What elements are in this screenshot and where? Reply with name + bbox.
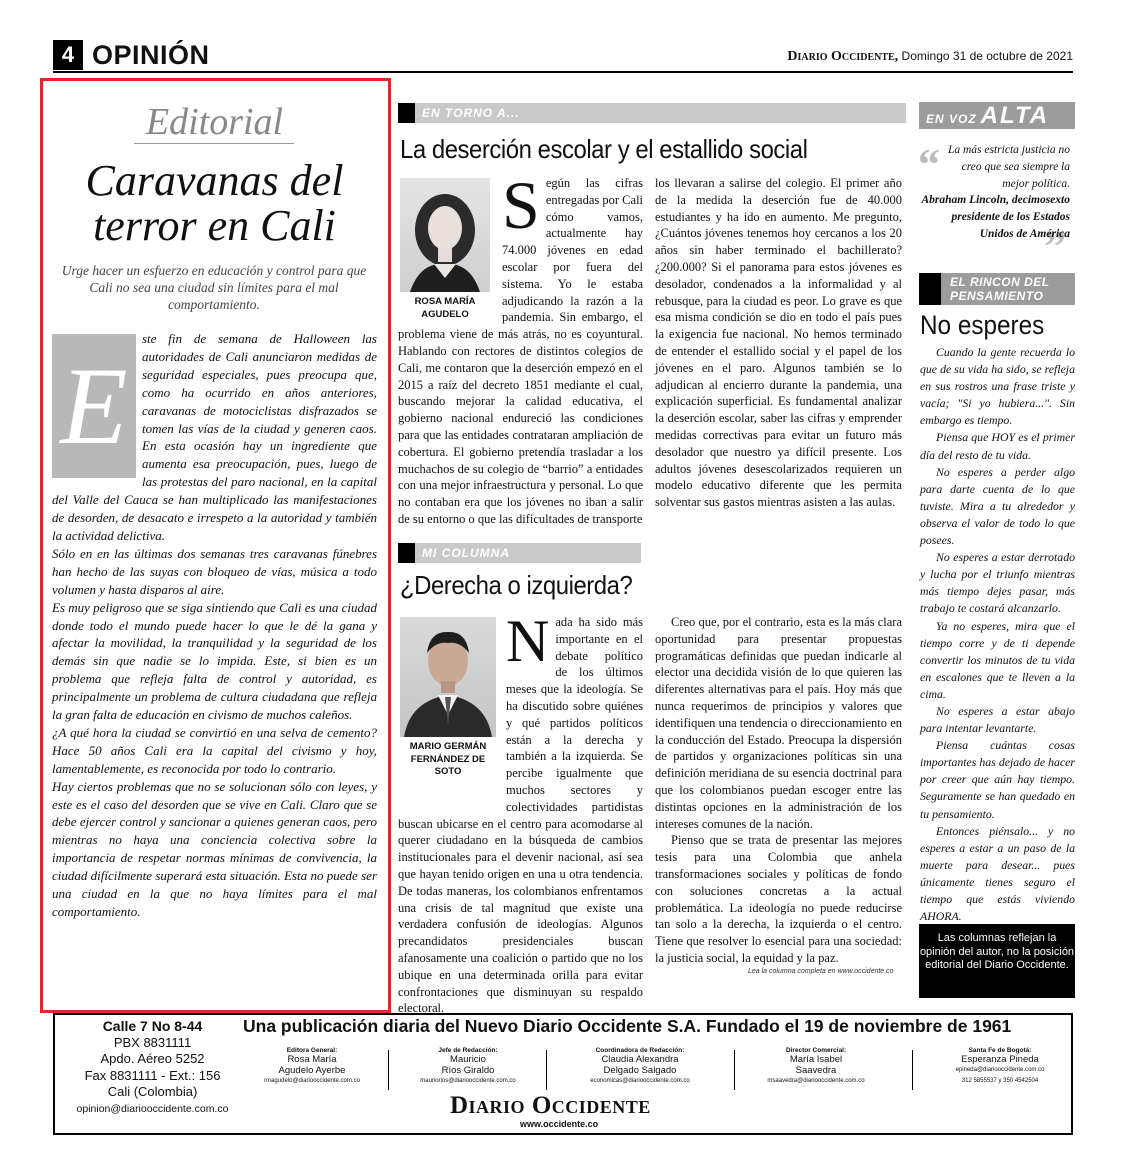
rincon-paragraph: No esperes a perder algo para darte cuenta de lo que tuviste. Mira a tu alrededor y observa el valor de todo lo que posees. (920, 464, 1075, 548)
article1-kicker-box (398, 103, 415, 123)
article2-web-note: Lea la columna completa en www.occidente.co (748, 968, 894, 975)
editorial-paragraph: Es muy peligroso que se siga sintiendo que Cali es una ciudad donde todo el mundo puede hacer lo que le dé la gana y afectar la movilidad, la tranquilidad y la seguridad de los demás sin que nadie se lo impida. Este, si bien es un problema que refleja falta de control y autoridad, es principalmente un problema de cultura ciudadana que refleja la gran falta de educación en civismo de muchos caleños. (52, 599, 377, 723)
article2-title: ¿Derecha o izquierda? (400, 570, 633, 600)
header-rule (53, 71, 1073, 73)
article1-author: ROSA MARÍA AGUDELO (414, 296, 476, 320)
editorial-paragraph: ste fin de semana de Halloween las autoridades de Cali anunciaron medidas de seguridad especiales, pues preocupa que, como ha ocurrido en años anteriores, caravanas de motociclistas disfrazados se tomen las vías de la ciudad y generen caos. En esta ocasión hay un ingrediente que aumenta esa preocupación, pues, luego de las protestas del paro nacional, en la capital del Valle del Cauca se han multiplicado las manifestaciones de desorden, de desacato e irrespeto a la autoridad y también la actividad delictiva. (52, 331, 377, 543)
footer-address (55, 1018, 250, 1117)
rincon-body (920, 344, 1075, 925)
staff-editor: Editora General: Rosa María Agudelo Ayerbe rmagudelo@diariooccidente.com.co (264, 1047, 360, 1084)
opinion-disclaimer: Las columnas reflejan la opinión del autor, no la posición editorial del Diario Occidente. (919, 924, 1075, 998)
rincon-title: No esperes (920, 310, 1045, 340)
issue-date: Domingo 31 de octubre de 2021 (901, 49, 1073, 63)
page-number: 4 (53, 40, 83, 70)
editorial-paragraph: Hay ciertos problemas que no se solucionan sólo con leyes, y este es el caso del desorden que se vive en Cali. Claro que se debe ejercer control y sancionar a quienes generan caos, pero mientras no haya una conciencia colectiva sobre la importancia de respetar normas mínimas de convivencia, la ciudad difícilmente superará esta situación. Esta no puede ser una ciudad en la que no haya límites para el mal comportamiento. (52, 778, 377, 919)
article1-title: La deserción escolar y el estallido social (400, 134, 808, 164)
masthead-date (787, 49, 1073, 65)
open-quote-icon: “ (918, 140, 940, 189)
rincon-paragraph: Piensa cuántas cosas importantes has dejado de hacer por creer que aún hay tiempo. Seguramente se han quedado en tu pensamiento. (920, 738, 1075, 821)
rincon-paragraph: No esperes a estar abajo para intentar levantarte. (920, 703, 1075, 736)
article2-kicker: MI COLUMNA (422, 546, 510, 560)
en-voz-alta-kicker: EN VOZ ALTA (926, 102, 1050, 129)
editorial-subtitle: Urge hacer un esfuerzo en educación y control para que Cali no sea una ciudad sin límites para el mal comportamiento. (61, 263, 367, 312)
editorial-kicker-rule (134, 143, 294, 144)
footer-divider (912, 1050, 913, 1090)
footer-divider (734, 1050, 735, 1090)
rincon-paragraph: Cuando la gente recuerda lo que de su vida ha sido, se refleja en sus rostros una frase triste y vacía; "Si yo hubiera...". Sin embargo es tiempo. (920, 345, 1075, 428)
editorial-paragraph: ¿A qué hora la ciudad se convirtió en una selva de cemento? Hace 50 años Cali era la capital del civismo y hoy, lamentablemente, es reconocida por todo lo contrario. (52, 724, 377, 776)
article2-paragraph: Creo que, por el contrario, esta es la más clara oportunidad para presentar propuestas programáticas definidas que puedan indicarle al elector una decidida visión de lo que quieren las diferentes alternativas para el país. Hoy más que nunca requerimos de principios y valores que identifiquen una tendencia o direccionamiento en la conducción del Estado. Preocupa la dispersión de partidos y organizaciones políticas sin una definición meridiana de su esencia doctrinal para que los colombianos puedan escoger entre las distintas opciones en la administración de los intereses comunes de la nación. (655, 615, 902, 831)
rincon-paragraph: Entonces piénsalo... y no esperes a estar a un paso de la muerte para desear... pues únicamente tienes seguro el tiempo que estás viviendo AHORA. (920, 823, 1075, 924)
staff-coordinator: Coordinadora de Redacción: Claudia Alexandra Delgado Salgado economicas@diariooccidente.com.co (590, 1047, 690, 1084)
editorial-dropcap: E (52, 334, 136, 478)
address-city: Cali (Colombia) (107, 1084, 198, 1099)
quote-attribution: Abraham Lincoln, decimosexto presidente de los Estados Unidos de América (921, 194, 1070, 240)
article2-kicker-box (398, 543, 415, 563)
article1-text-1: egún las cifras entregadas por Cali cómo vamos, actualmente hay 74.000 jóvenes en edad escolar por fuera del sistema. Yo le estaba adjudicando la razón a la pandemia. Sin embargo, el problema viene de más atrás, no es coyuntural. Hablando con rectores de distintos colegios de Cali, me contaron que la deserción empezó en el 2015 a raíz del decreto 1851 mediante el cual, buscando mejorar la calidad educativa, el gobierno nacional endureció las condiciones para que las entidades contrataran ampliación de cobertura. El gobierno pretendía trasladar a los muchachos de su colegio de “barrio” a entidades con una mejor infraestructura y personal. Lo que no contaban era que los jóvenes no iban a salir de su entorno o que las dificultades de transporte (398, 176, 644, 526)
article1-dropcap: S (502, 167, 540, 243)
author-photo (400, 617, 496, 737)
address-po-box: Apdo. Aéreo 5252 (100, 1051, 205, 1066)
footer-divider (546, 1050, 547, 1090)
section-title: OPINIÓN (92, 40, 210, 70)
rincon-paragraph: Piensa que HOY es el primer día del resto de tu vida. (920, 430, 1075, 462)
article2-dropcap: N (506, 608, 550, 674)
rincon-paragraph: No esperes a estar derrotado y lucha por el triunfo mientras más tiempo dejes pasar, más trabajo te costará alcanzarlo. (920, 550, 1075, 616)
address-email: opinion@diariooccidente.com.co (76, 1102, 229, 1115)
editorial-paragraph: Sólo en en las últimas dos semanas tres caravanas fúnebres han hecho de las suyas con bloqueo de vías, música a todo volumen y hasta disparos al aire. (52, 545, 377, 597)
staff-chief: Jefe de Redacción: Mauricio Ríos Giraldo mauriorios@diariooccidente.com.co (420, 1047, 516, 1084)
rincon-kicker: EL RINCON DEL PENSAMIENTO (950, 275, 1050, 303)
address-fax: Fax 8831111 - Ext.: 156 (84, 1067, 221, 1083)
editorial-kicker: Editorial (145, 101, 284, 143)
address-street: Calle 7 No 8-44 (102, 1018, 203, 1034)
footer-headline: Una publicación diaria del Nuevo Diario Occidente S.A. Fundado el 19 de noviembre de 1961 (243, 1016, 1012, 1036)
article1-kicker: EN TORNO A... (422, 106, 520, 120)
article2-text-1: ada ha sido más importante en el debate político de los últimos meses que la ideología. Se ha discutido sobre quiénes y qué partidos políticos están a la derecha y también a la izquierda. Se percibe igualmente que muchos sectores y colectividades partidistas buscan ubicarse en el centro para acomodarse al querer ciudadano en la búsqueda de cambios institucionales para el devenir nacional, así sea que hayan tenido origen en una u otra tendencia. De todas maneras, los colombianos enfrentamos una crisis de tal magnitud que existe una verdadera confusión de ideologías. Algunos precandidatos presidenciales buscan afanosamente una coalición o partido que no los ubique en una determinada orilla para evitar confrontaciones que disminuyan su respaldo electoral. (398, 615, 643, 1016)
article2-author: MARIO GERMÁN FERNÁNDEZ DE SOTO (409, 741, 487, 777)
article2-paragraph: Pienso que se trata de presentar las mejores tesis para una Colombia que anhela transformaciones sociales y políticas de fondo con soluciones concretas a la actual problemática. La ideología no puede reducirse tan solo a la derecha, la izquierda o el centro. Tiene que resolver lo esencial para una sociedad: la justicia social, la equidad y la paz. (655, 833, 902, 965)
editorial-body (52, 330, 377, 921)
newspaper-logo: Diario Occidente (450, 1092, 651, 1119)
rincon-paragraph: Ya no esperes, mira que el tiempo corre y de ti depende convertir los minutos de tu vida en escalones que te lleven a la cima. (920, 618, 1075, 701)
address-phone: PBX 8831111 (113, 1034, 192, 1050)
editorial-title: Caravanas del terror en Cali (85, 156, 344, 250)
website-link[interactable]: www.occidente.co (520, 1119, 599, 1129)
paper-name: Diario Occidente, (787, 49, 899, 64)
article2-column-2 (655, 614, 902, 967)
staff-commercial: Director Comercial: María Isabel Saavedra msaavedra@diariooccidente.com.co (767, 1047, 865, 1084)
footer-divider (388, 1050, 389, 1090)
author-photo (400, 178, 490, 292)
close-quote-icon: ” (1044, 222, 1066, 271)
staff-bogota: Santa Fe de Bogotá: Esperanza Pineda epineda@diariooccidente.com.co 312 5855537 y 350 4542504 (955, 1047, 1045, 1084)
quote-text: La más estricta justicia no creo que sea siempre la mejor política. (947, 144, 1070, 190)
rincon-kicker-box (919, 273, 941, 305)
article1-column-2: los llevaran a salirse del colegio. El primer año de la medida la deserción fue de 40.000 estudiantes y ha ido en aumento. Me pregunto, ¿Cuántos jóvenes tenemos hoy cercanos a los 20 años sin haber terminado el bachillerato? ¿200.000? Si el panorama para estos jóvenes es desolador, condenados a la informalidad y al rebusque, para la ciudad es peor. Lo grave es que esa misma condición se dio en todo el país pues la exigencia fue nacional. No hemos terminado de entender el estallido social y el papel de los jóvenes en el paro. Algunos también se lo adjudican al encierro durante la pandemia, una explicación superficial. Es fundamental analizar la deserción escolar, saber las cifras y emprender medidas correctivas para evitar un futuro más desolador que nuestro ya difícil presente. Los adultos jóvenes desescolarizados requieren un modelo educativo diferente que les permita solventar sus gastos mientras asisten a las aulas. (655, 176, 902, 510)
